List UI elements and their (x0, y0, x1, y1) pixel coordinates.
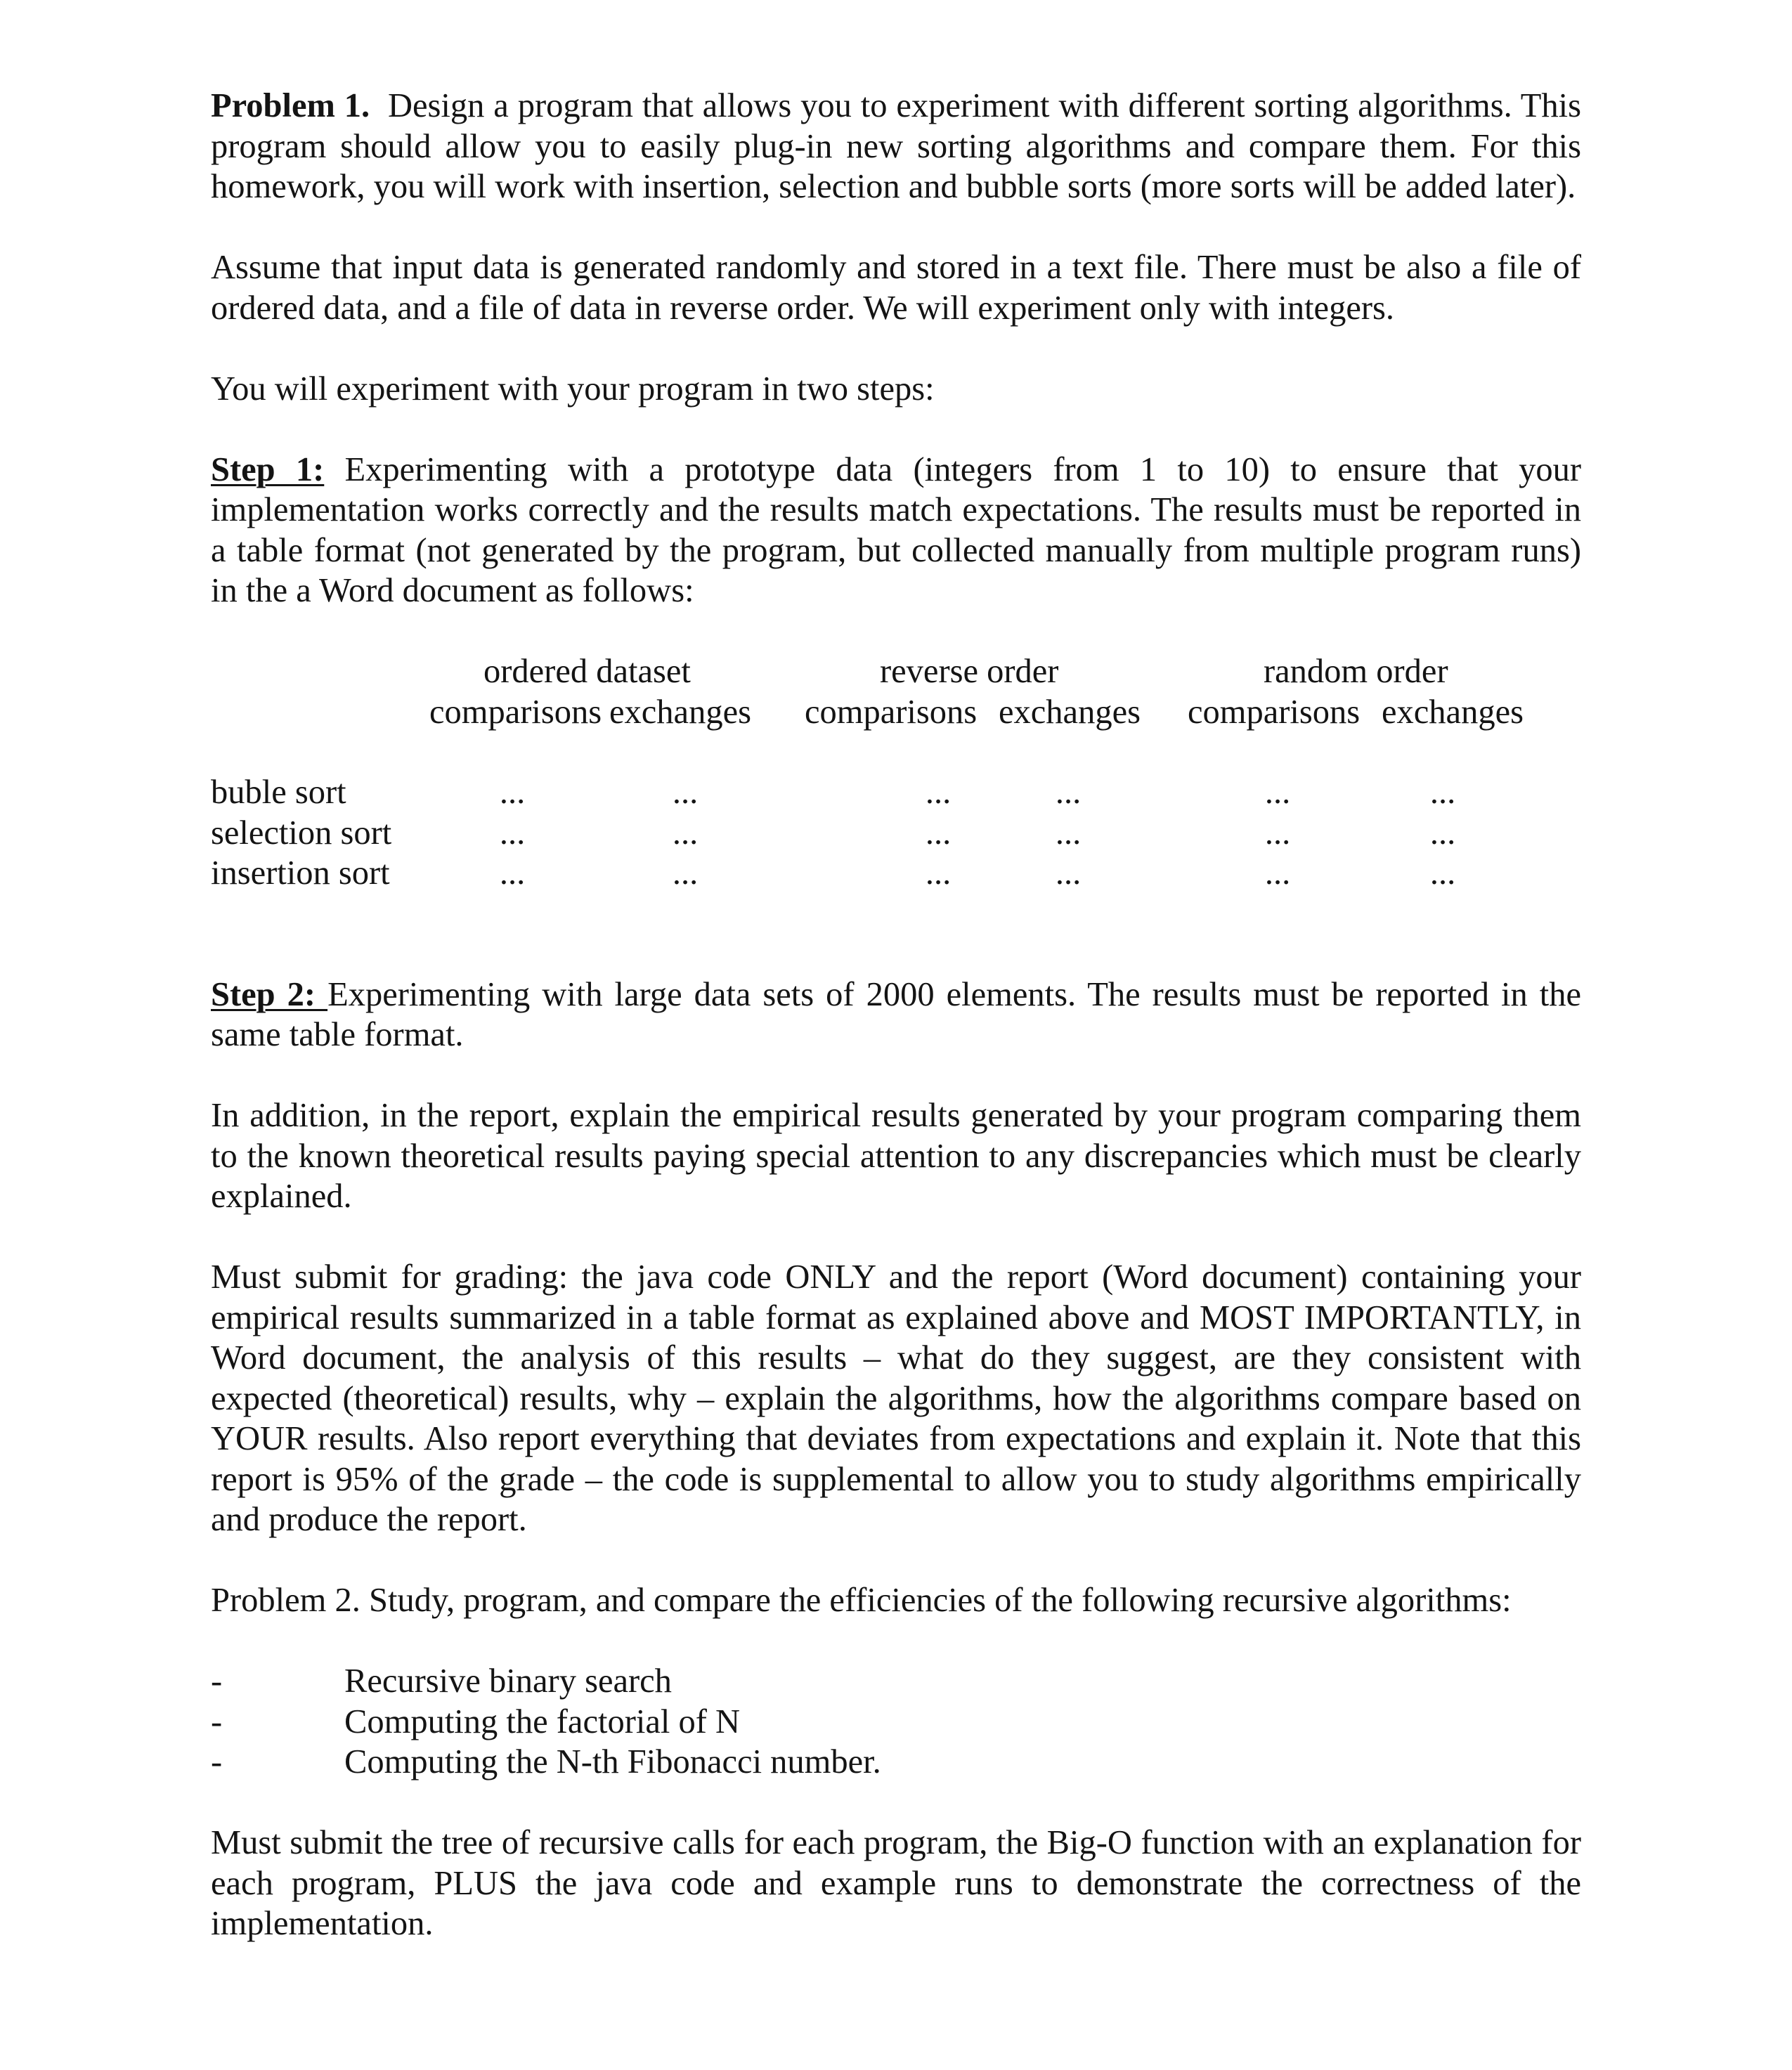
table-cell: ... (1429, 854, 1456, 892)
step2-paragraph (211, 975, 1581, 1055)
bullet-text: Computing the factorial of N (344, 1703, 741, 1740)
bullet-text: Computing the N-th Fibonacci number. (344, 1743, 881, 1781)
table-cell: ... (1055, 854, 1082, 892)
problem2-intro-paragraph: Problem 2. Study, program, and compare the efficiencies of the following recursive algorithms: (211, 1582, 1512, 1619)
table-group-heading: random order (1264, 653, 1448, 690)
table-cell: ... (1055, 814, 1082, 852)
table-column-heading: exchanges (609, 693, 751, 731)
step2-label: Step 2: (211, 975, 328, 1013)
table-column-heading: exchanges (999, 693, 1141, 731)
table-cell: ... (1429, 814, 1456, 852)
list-item (211, 1702, 1581, 1743)
table-cell: ... (672, 854, 699, 892)
bullet-marker: - (211, 1662, 223, 1700)
bullet-text: Recursive binary search (344, 1662, 672, 1700)
bullet-marker: - (211, 1703, 223, 1740)
table-cell: ... (499, 814, 526, 852)
step1-paragraph (211, 450, 1581, 611)
problem1-intro-text: Design a program that allows you to experiment with different sorting algorithms. This program should allow you to easily plug-in new sorting algorithms and compare them. For this homework, you will work with insertion, selection and bubble sorts (more sorts will be added later). (211, 87, 1582, 205)
addition-paragraph: In addition, in the report, explain the empirical results generated by your program comparing them to the known theoretical results paying special attention to any discrepancies which must be clearly explained. (211, 1097, 1581, 1215)
table-column-heading: exchanges (1382, 693, 1524, 731)
table-cell: ... (925, 854, 952, 892)
table-row-label: selection sort (211, 814, 392, 852)
table-row-label: buble sort (211, 774, 346, 811)
table-cell: ... (1264, 814, 1291, 852)
document-page (211, 86, 1581, 1984)
table-cell: ... (925, 814, 952, 852)
results-table (211, 651, 1581, 934)
problem1-title: Problem 1. (211, 87, 370, 124)
problem1-intro-paragraph (211, 86, 1581, 207)
table-group-heading: ordered dataset (483, 653, 691, 690)
list-item (211, 1742, 1581, 1783)
problem2-submit-paragraph: Must submit the tree of recursive calls for each program, the Big-O function with an explanation for each program, PLUS the java code and example runs to demonstrate the correctness of the implementation. (211, 1824, 1581, 1942)
step1-label: Step 1: (211, 450, 325, 488)
table-column-heading: comparisons (1188, 693, 1361, 731)
table-cell: ... (1264, 774, 1291, 811)
table-group-heading: reverse order (880, 653, 1059, 690)
step2-text: Experimenting with large data sets of 2000 elements. The results must be reported in the same table format. (211, 975, 1582, 1053)
table-cell: ... (499, 854, 526, 892)
table-row-label: insertion sort (211, 854, 390, 892)
problem2-bullet-list (211, 1661, 1581, 1783)
table-cell: ... (1055, 774, 1082, 811)
table-cell: ... (672, 814, 699, 852)
table-column-heading: comparisons (429, 693, 602, 731)
step1-text: Experimenting with a prototype data (integers from 1 to 10) to ensure that your implementation works correctly and the results match expectations. The results must be reported in a table format (not generated by the program, but collected manually from multiple program runs) in the a Word document as follows: (211, 450, 1581, 609)
table-cell: ... (672, 774, 699, 811)
steps-intro-paragraph: You will experiment with your program in two steps: (211, 370, 935, 408)
table-cell: ... (925, 774, 952, 811)
assume-paragraph: Assume that input data is generated randomly and stored in a text file. There must be also a file of ordered data, and a file of data in reverse order. We will experiment only with integers. (211, 249, 1581, 327)
table-cell: ... (499, 774, 526, 811)
table-column-heading: comparisons (805, 693, 978, 731)
table-cell: ... (1264, 854, 1291, 892)
problem1-submit-paragraph: Must submit for grading: the java code ONLY and the report (Word document) containing your empirical results summarized in a table format as explained above and MOST IMPORTANTLY, in Word document, the analysis of this results – what do they suggest, are they consistent with expected (theoretical) results, why – explain the algorithms, how the algorithms compare based on YOUR results. Also report everything that deviates from expectations and explain it. Note that this report is 95% of the grade – the code is supplemental to allow you to study algorithms empirically and produce the report. (211, 1258, 1581, 1538)
list-item (211, 1661, 1581, 1702)
bullet-marker: - (211, 1743, 223, 1781)
table-cell: ... (1429, 774, 1456, 811)
